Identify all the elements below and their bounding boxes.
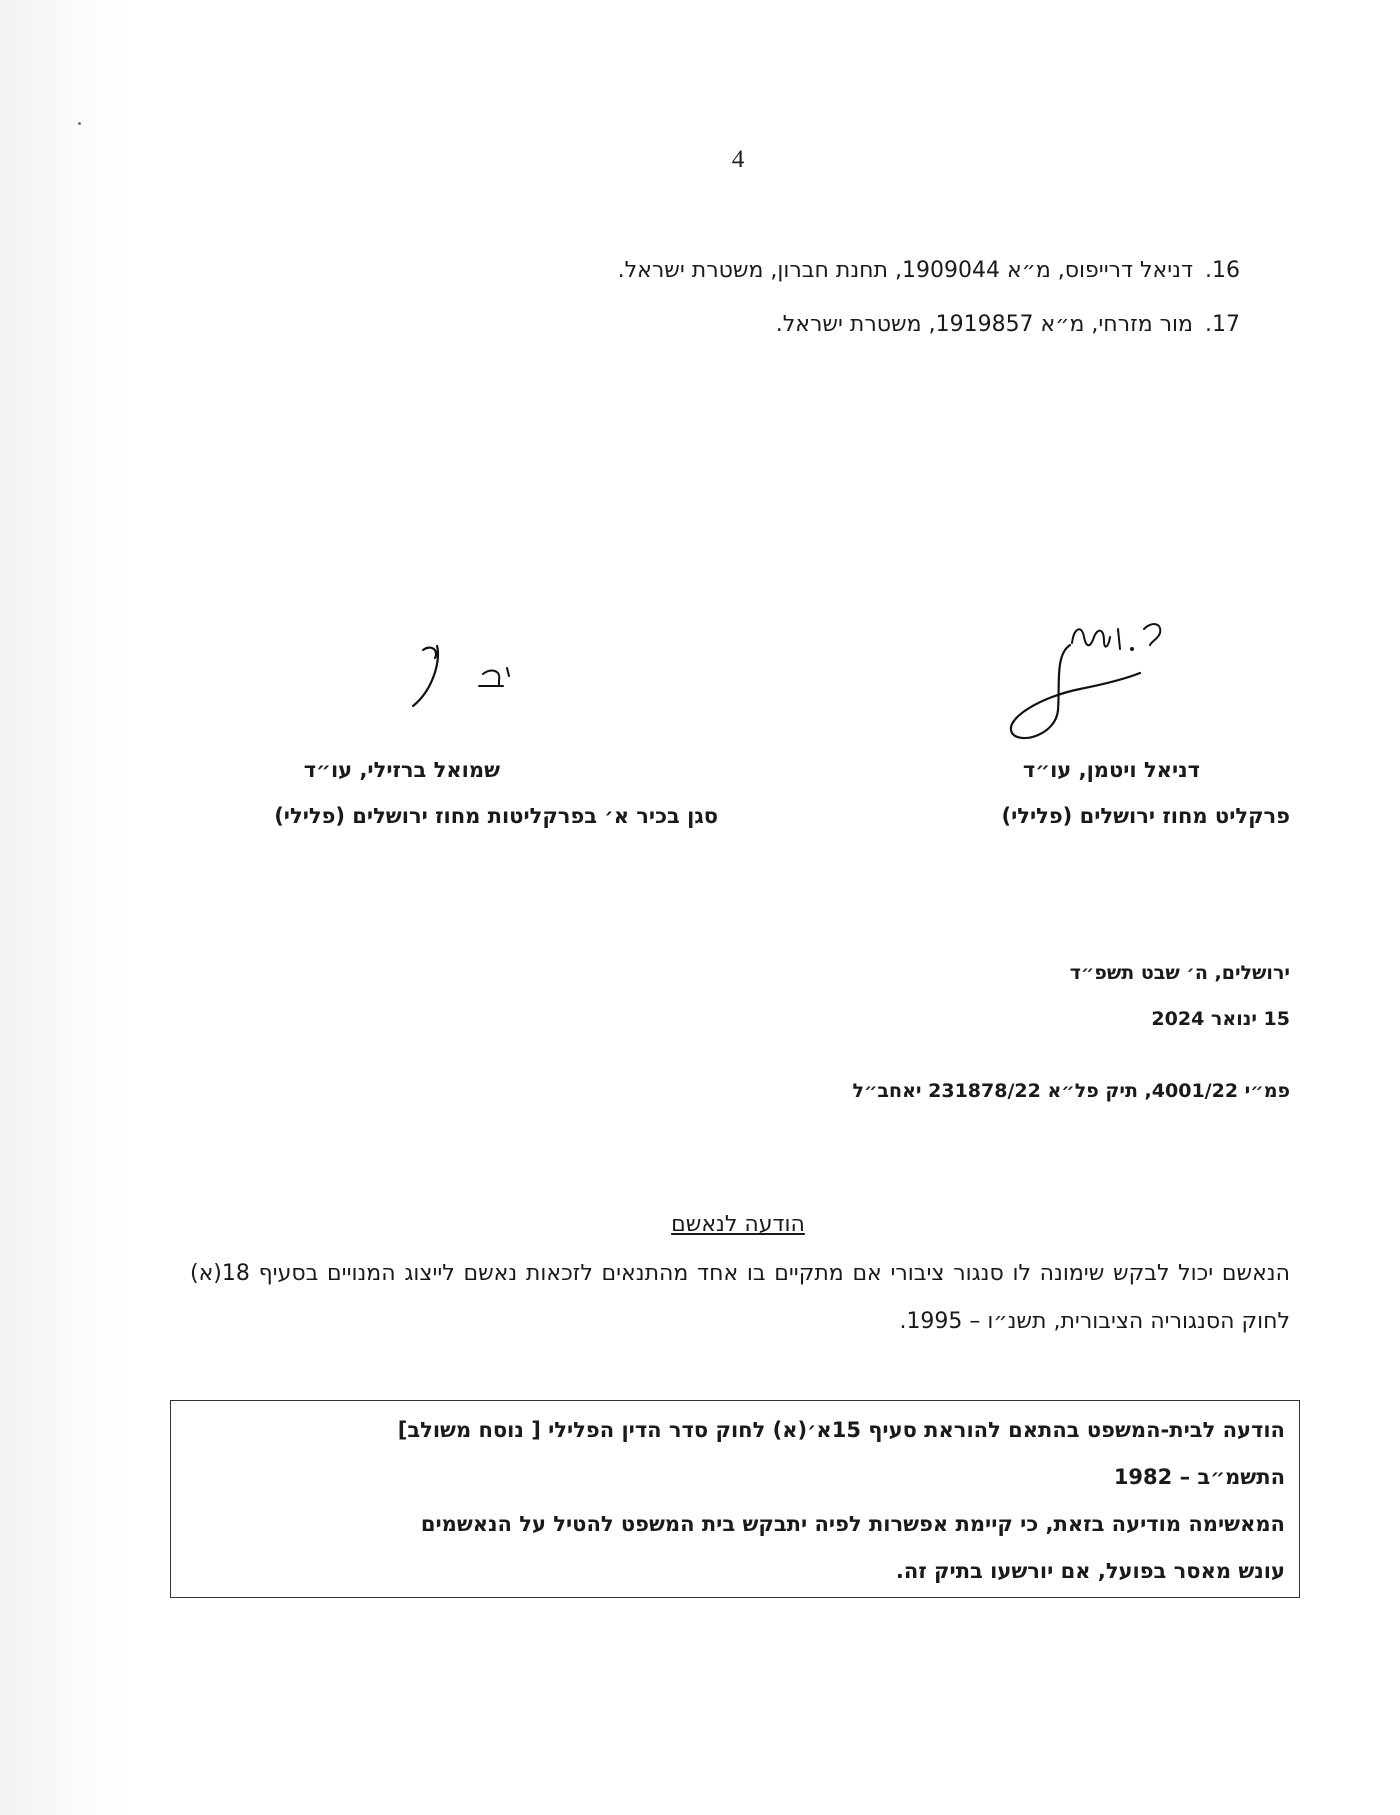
signatory-title-left: סגן בכיר א׳ בפרקליטות מחוז ירושלים (פלילי) <box>274 804 718 828</box>
court-notice-line: עונש מאסר בפועל, אם יורשעו בתיק זה. <box>895 1559 1285 1583</box>
page-number: 4 <box>731 146 745 173</box>
handwritten-signature-left <box>395 640 525 720</box>
court-notice-box <box>170 1400 1300 1598</box>
place-date <box>1070 950 1290 1042</box>
notice-text: הנאשם יכול לבקש שימונה לו סנגור ציבורי אם מתקיים בו אחד מהתנאים לזכאות נאשם לייצוג המנויים בסעיף 18(א) לחוק הסנגוריה הציבורית, תשנ״ו – 1995. <box>190 1261 1290 1334</box>
witness-number: 17. <box>1205 312 1240 337</box>
gregorian-date: 15 ינואר 2024 <box>1151 1008 1290 1030</box>
notice-title: הודעה לנאשם <box>671 1212 805 1237</box>
scan-speck <box>78 122 81 125</box>
scan-edge-shading <box>0 0 130 1815</box>
case-reference: פמ״י 4001/22, תיק פל״א 231878/22 יאחב״ל <box>852 1080 1290 1102</box>
court-notice-line: הודעה לבית-המשפט בהתאם להוראת סעיף 15א׳(א) לחוק סדר הדין הפלילי [ נוסח משולב] <box>397 1418 1285 1442</box>
place-hebrew-date: ירושלים, ה׳ שבט תשפ״ד <box>1069 962 1290 984</box>
witness-item <box>618 244 1240 298</box>
witness-text: מור מזרחי, מ״א 1919857, משטרת ישראל. <box>775 312 1193 337</box>
witness-list <box>618 244 1240 352</box>
witness-number: 16. <box>1205 258 1240 283</box>
court-notice-line: המאשימה מודיעה בזאת, כי קיימת אפשרות לפיה יתבקש בית המשפט להטיל על הנאשמים <box>420 1512 1285 1536</box>
court-notice-line: התשמ״ב – 1982 <box>1113 1465 1285 1489</box>
signatory-name-right: דניאל ויטמן, עו״ד <box>1022 758 1200 782</box>
signatory-name-left: שמואל ברזילי, עו״ד <box>303 758 500 782</box>
witness-item <box>618 298 1240 352</box>
handwritten-signature-right <box>1000 615 1190 750</box>
witness-text: דניאל דרייפוס, מ״א 1909044, תחנת חברון, משטרת ישראל. <box>617 258 1193 283</box>
signatory-title-right: פרקליט מחוז ירושלים (פלילי) <box>1001 804 1290 828</box>
